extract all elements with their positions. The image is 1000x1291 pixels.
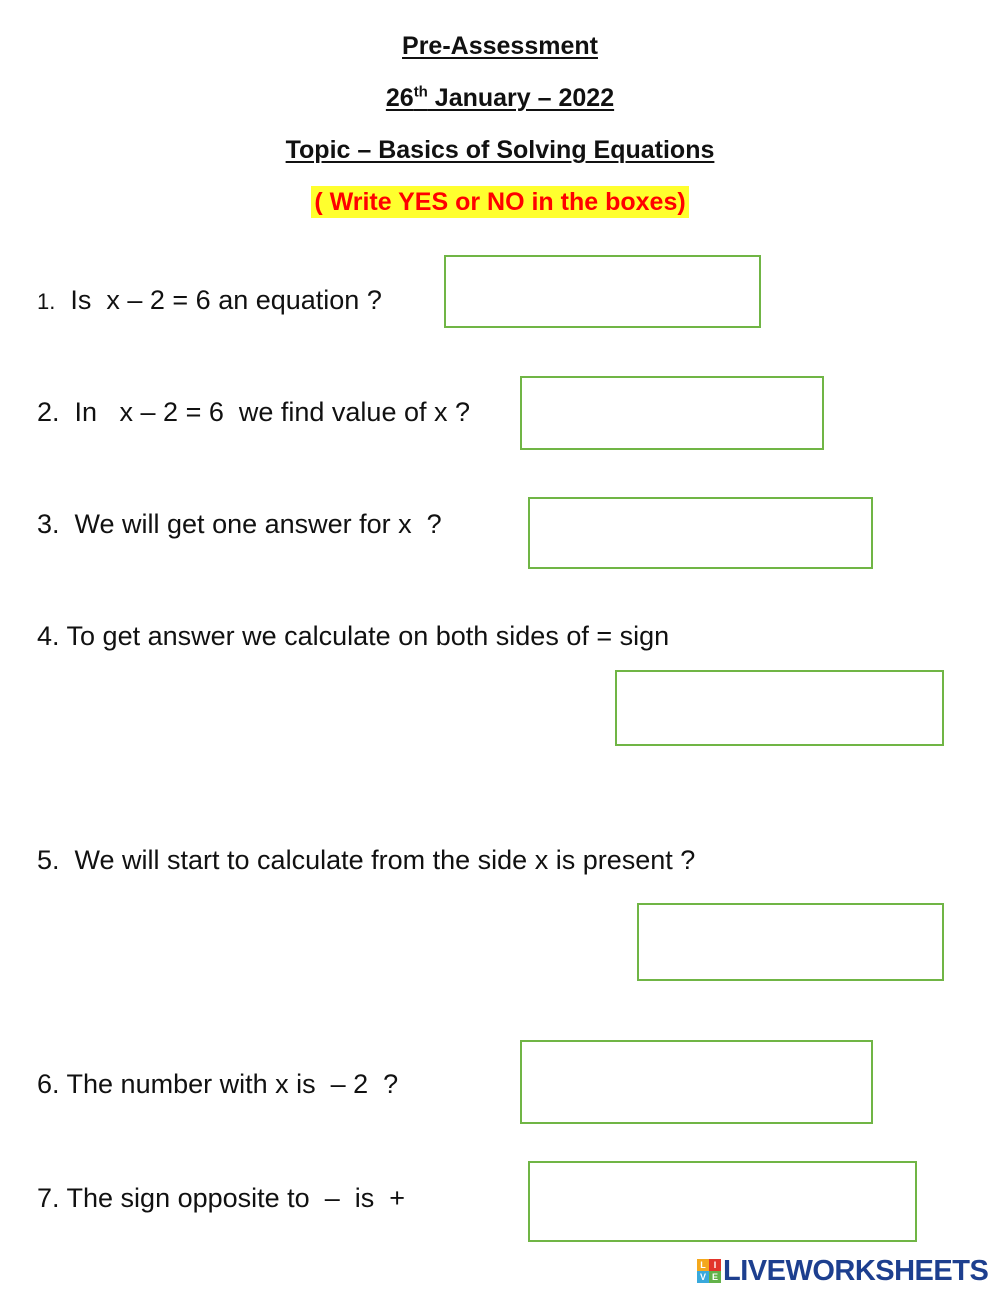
- liveworksheets-logo: [697, 1255, 988, 1287]
- question-1-text: Is x – 2 = 6 an equation ?: [55, 285, 382, 315]
- question-1: [37, 284, 382, 318]
- logo-letter-e: E: [709, 1271, 721, 1283]
- answer-box-4[interactable]: [615, 670, 944, 746]
- logo-letter-v: V: [697, 1271, 709, 1283]
- answer-box-7[interactable]: [528, 1161, 917, 1242]
- date-day: 26: [385, 84, 414, 112]
- logo-letter-i: I: [709, 1259, 721, 1271]
- answer-box-6[interactable]: [520, 1040, 873, 1124]
- instruction-container: [0, 186, 1000, 218]
- answer-box-3[interactable]: [528, 497, 873, 569]
- assessment-date: [0, 84, 1000, 113]
- date-suffix: th: [413, 83, 428, 101]
- page-title: Pre-Assessment: [402, 32, 598, 60]
- question-6: 6. The number with x is – 2 ?: [37, 1069, 399, 1099]
- liveworksheets-logo-icon: [697, 1259, 721, 1283]
- answer-box-2[interactable]: [520, 376, 824, 450]
- answer-box-5[interactable]: [637, 903, 944, 981]
- instruction-text: ( Write YES or NO in the boxes): [311, 186, 688, 218]
- question-2: 2. In x – 2 = 6 we find value of x ?: [37, 397, 471, 427]
- question-1-number: 1.: [37, 289, 56, 314]
- date-rest: January – 2022: [427, 84, 615, 112]
- question-4: 4. To get answer we calculate on both sides of = sign: [37, 621, 670, 651]
- logo-letter-l: L: [697, 1259, 709, 1271]
- liveworksheets-brand-text: LIVEWORKSHEETS: [723, 1254, 989, 1287]
- question-5: 5. We will start to calculate from the side x is present ?: [37, 845, 696, 875]
- answer-box-1[interactable]: [444, 255, 761, 328]
- topic-heading: Topic – Basics of Solving Equations: [285, 136, 715, 164]
- question-7: 7. The sign opposite to – is +: [37, 1183, 405, 1213]
- question-3: 3. We will get one answer for x ?: [37, 509, 442, 539]
